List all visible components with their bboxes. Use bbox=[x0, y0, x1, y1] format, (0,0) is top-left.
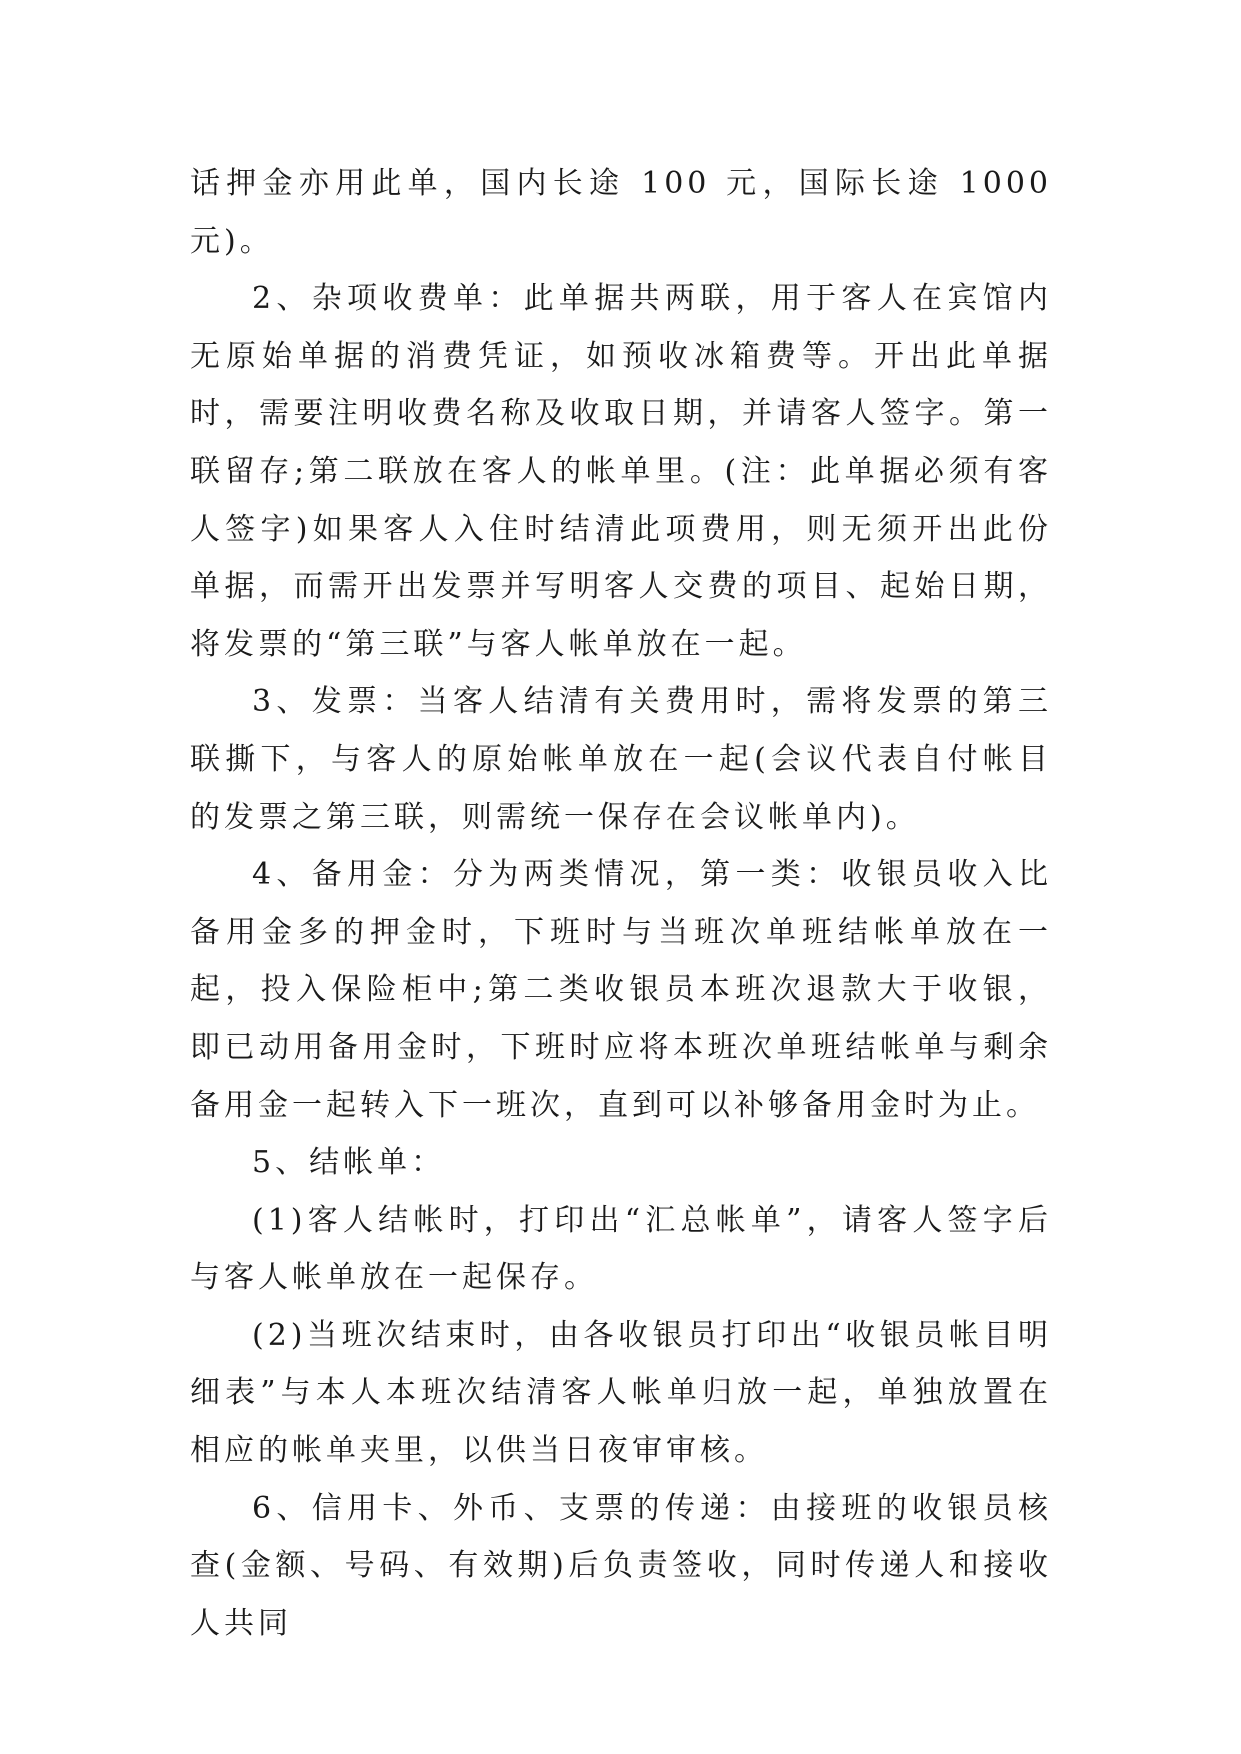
paragraph-petty-cash: 4、备用金：分为两类情况，第一类：收银员收入比备用金多的押金时，下班时与当班次单班结帐单放在一起，投入保险柜中;第二类收银员本班次退款大于收银，即已动用备用金时，下班时应将本班次单班结帐单与剩余备用金一起转入下一班次，直到可以补够备用金时为止。 bbox=[190, 857, 1052, 1123]
paragraph-card-transfer: 6、信用卡、外币、支票的传递：由接班的收银员核查(金额、号码、有效期)后负责签收，同时传递人和接收人共同 bbox=[190, 1490, 1052, 1641]
paragraph-checkout-heading: 5、结帐单： bbox=[252, 1145, 446, 1181]
paragraph-deposit-continuation: 话押金亦用此单，国内长途 100 元，国际长途 1000 元)。 bbox=[190, 166, 1052, 259]
document-page bbox=[190, 155, 1052, 1652]
paragraph-invoice: 3、发票：当客人结清有关费用时，需将发票的第三联撕下，与客人的原始帐单放在一起(会议代表自付帐目的发票之第三联，则需统一保存在会议帐单内)。 bbox=[190, 684, 1052, 835]
paragraph-misc-fee-slip: 2、杂项收费单：此单据共两联，用于客人在宾馆内无原始单据的消费凭证，如预收冰箱费等。开出此单据时，需要注明收费名称及收取日期，并请客人签字。第一联留存;第二联放在客人的帐单里。(注：此单据必须有客人签字)如果客人入住时结清此项费用，则无须开出此份单据，而需开出发票并写明客人交费的项目、起始日期，将发票的“第三联”与客人帐单放在一起。 bbox=[190, 281, 1052, 662]
paragraph-checkout-item-1: (1)客人结帐时，打印出“汇总帐单”，请客人签字后与客人帐单放在一起保存。 bbox=[190, 1202, 1052, 1296]
paragraph-checkout-item-2: (2)当班次结束时，由各收银员打印出“收银员帐目明细表”与本人本班次结清客人帐单归放一起，单独放置在相应的帐单夹里，以供当日夜审审核。 bbox=[190, 1317, 1052, 1469]
